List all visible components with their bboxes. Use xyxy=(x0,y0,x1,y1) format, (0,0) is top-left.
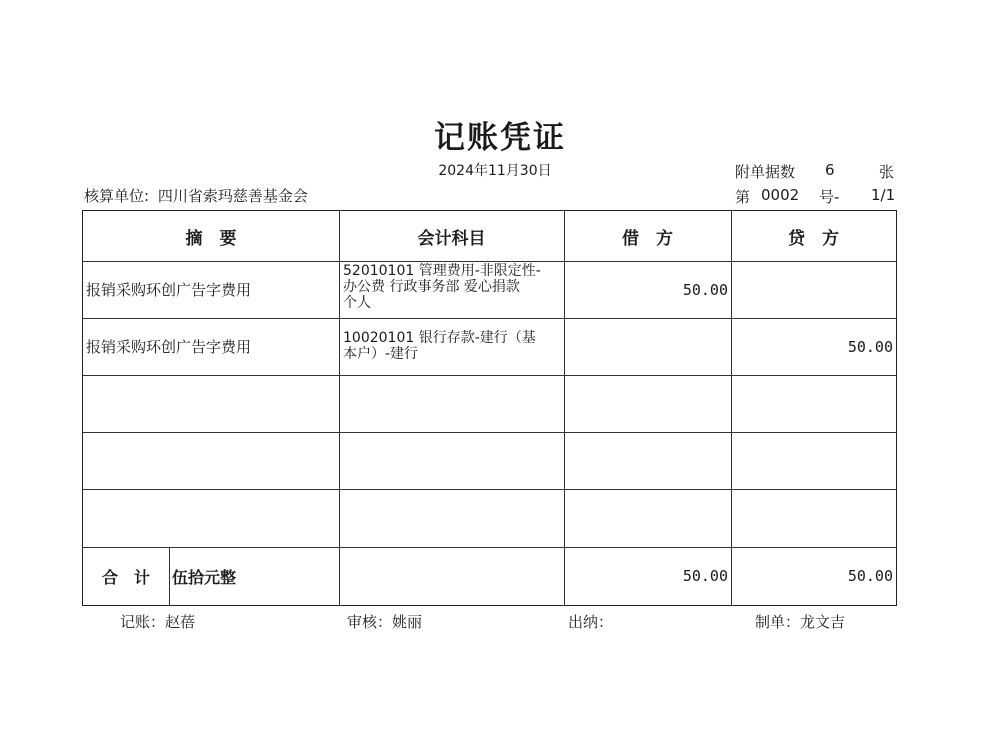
row-divider xyxy=(83,432,896,433)
signature-bookkeeper: 记账：赵蓓 xyxy=(120,613,196,631)
unit-label: 核算单位: xyxy=(84,187,150,205)
attachment-label: 附单据数 xyxy=(735,163,796,181)
voucher-title: 记账凭证 xyxy=(434,120,566,156)
signature-cashier: 出纳： xyxy=(568,613,614,631)
table-row-debit: 50.00 xyxy=(682,280,728,299)
total-debit: 50.00 xyxy=(682,567,728,585)
voucher-prefix: 第 xyxy=(735,188,751,206)
table-row-debit xyxy=(564,318,731,375)
voucher-suffix: 号- xyxy=(819,188,840,206)
voucher-page: 1/1 xyxy=(871,186,896,204)
header-debit: 借 方 xyxy=(622,228,673,249)
row-divider xyxy=(83,489,896,490)
total-label: 合 计 xyxy=(101,567,150,587)
table-row-account: 10020101 银行存款-建行（基 本户）-建行 xyxy=(343,330,536,362)
attachment-number: 6 xyxy=(825,161,835,179)
total-amount-words: 伍拾元整 xyxy=(172,567,237,587)
attachment-count xyxy=(735,161,895,181)
voucher-number xyxy=(735,186,895,206)
total-credit: 50.00 xyxy=(847,567,893,585)
table-row-summary: 报销采购环创广告字费用 xyxy=(86,338,252,356)
header-credit: 贷 方 xyxy=(788,228,839,249)
voucher-date: 2024年11月30日 xyxy=(438,163,552,179)
voucher-table xyxy=(82,210,897,606)
table-row-summary: 报销采购环创广告字费用 xyxy=(86,281,252,299)
signature-preparer: 制单：龙文吉 xyxy=(755,613,846,631)
accounting-unit xyxy=(84,185,308,206)
signature-reviewer: 审核：姚丽 xyxy=(347,613,423,631)
header-account: 会计科目 xyxy=(417,228,486,249)
voucher-no: 0002 xyxy=(761,186,800,204)
table-row-credit xyxy=(731,261,896,318)
table-row-account: 52010101 管理费用-非限定性- 办公费 行政事务部 爱心捐款 个人 xyxy=(343,263,541,311)
attachment-unit: 张 xyxy=(879,163,895,181)
table-row-credit: 50.00 xyxy=(847,337,893,356)
unit-name: 四川省索玛慈善基金会 xyxy=(157,187,308,205)
row-divider xyxy=(83,375,896,376)
header-summary: 摘 要 xyxy=(185,228,237,249)
